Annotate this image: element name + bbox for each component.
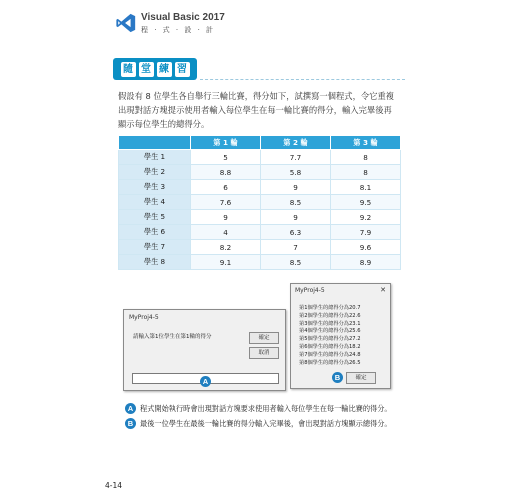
result-line: 第8個學生的總得分為26.5: [299, 359, 361, 366]
table-row: [119, 195, 401, 210]
result-line: 第3個學生的總得分為23.1: [299, 320, 361, 327]
description-line: 出現對話方塊提示使用者輸入每位學生在每一輪比賽的得分，輸入完畢後再: [118, 105, 392, 115]
cancel-button[interactable]: 取消: [249, 347, 279, 359]
result-line: 第1個學生的總得分為20.7: [299, 305, 361, 311]
row-label: 學生 1: [119, 150, 191, 165]
score-cell: 6.3: [261, 225, 331, 240]
score-cell: 8.8: [191, 165, 261, 180]
row-label: 學生 6: [119, 225, 191, 240]
row-label: 學生 5: [119, 210, 191, 225]
score-cell: 7.6: [191, 195, 261, 210]
result-line: 第7個學生的總得分為24.8: [299, 351, 361, 358]
result-line: 第6個學生的總得分為18.2: [299, 343, 361, 350]
row-label: 學生 7: [119, 240, 191, 255]
book-title: Visual Basic 2017: [141, 12, 225, 23]
score-cell: 8: [331, 150, 401, 165]
banner-char: 堂: [139, 62, 154, 77]
score-cell: 9: [261, 180, 331, 195]
table-row: [119, 150, 401, 165]
ok-button[interactable]: 確定: [249, 332, 279, 344]
section-banner: [113, 58, 197, 80]
description-line: 顯示每位學生的總得分。: [118, 119, 210, 129]
score-cell: 9.6: [331, 240, 401, 255]
score-cell: 5: [191, 150, 261, 165]
column-header: [119, 136, 191, 150]
result-line: 第5個學生的總得分為27.2: [299, 336, 361, 343]
score-cell: 4: [191, 225, 261, 240]
column-header: 第 3 輪: [331, 136, 401, 150]
banner-char: 隨: [121, 62, 136, 77]
table-row: [119, 255, 401, 270]
marker-a: A: [200, 376, 211, 387]
row-label: 學生 3: [119, 180, 191, 195]
score-cell: 9.1: [191, 255, 261, 270]
marker-b: B: [332, 372, 343, 383]
note-text: 程式開始執行時會出現對話方塊要求使用者輸入每位學生在每一輪比賽的得分。: [140, 403, 392, 413]
score-cell: 8.1: [331, 180, 401, 195]
score-cell: 7.7: [261, 150, 331, 165]
score-cell: 8.9: [331, 255, 401, 270]
score-cell: 9.5: [331, 195, 401, 210]
table-row: [119, 165, 401, 180]
score-cell: 9: [191, 210, 261, 225]
result-lines: [299, 305, 361, 367]
score-cell: 8.5: [261, 195, 331, 210]
note-text: 最後一位學生在最後一輪比賽的得分輸入完畢後，會出現對話方塊顯示總得分。: [140, 418, 392, 428]
result-line: 第4個學生的總得分為25.6: [299, 328, 361, 335]
row-label: 學生 8: [119, 255, 191, 270]
row-label: 學生 4: [119, 195, 191, 210]
page-number: 4-14: [105, 481, 123, 490]
column-header: 第 1 輪: [191, 136, 261, 150]
score-cell: 8: [331, 165, 401, 180]
note-b: [125, 418, 392, 429]
note-marker: B: [125, 418, 136, 429]
score-cell: 9: [261, 210, 331, 225]
visual-studio-logo-icon: [115, 12, 137, 34]
close-icon[interactable]: ✕: [380, 286, 386, 294]
ok-button[interactable]: 確定: [346, 372, 376, 384]
table-row: [119, 210, 401, 225]
column-header: 第 2 輪: [261, 136, 331, 150]
description-line: 假設有 8 位學生各自舉行三輪比賽，得分如下，試撰寫一個程式，令它重複: [118, 91, 395, 101]
score-cell: 6: [191, 180, 261, 195]
banner-char: 習: [175, 62, 190, 77]
table-row: [119, 225, 401, 240]
row-label: 學生 2: [119, 165, 191, 180]
score-cell: 8.5: [261, 255, 331, 270]
result-line: 第2個學生的總得分為22.6: [299, 312, 361, 319]
table-header-row: [119, 136, 401, 150]
exercise-description: [118, 89, 408, 131]
dialog-prompt: 請輸入第1位學生在第1輪的得分: [133, 334, 212, 340]
book-subtitle: 程 · 式 · 設 · 計: [141, 26, 216, 34]
score-cell: 5.8: [261, 165, 331, 180]
score-cell: 7.9: [331, 225, 401, 240]
banner-char: 練: [157, 62, 172, 77]
divider: [200, 79, 405, 80]
score-cell: 8.2: [191, 240, 261, 255]
table-row: [119, 180, 401, 195]
note-a: [125, 403, 392, 414]
dialog-title: MyProj4-5: [295, 287, 325, 294]
note-marker: A: [125, 403, 136, 414]
dialog-title: MyProj4-5: [129, 314, 159, 321]
table-row: [119, 240, 401, 255]
score-cell: 7: [261, 240, 331, 255]
score-cell: 9.2: [331, 210, 401, 225]
score-table: [118, 135, 401, 270]
